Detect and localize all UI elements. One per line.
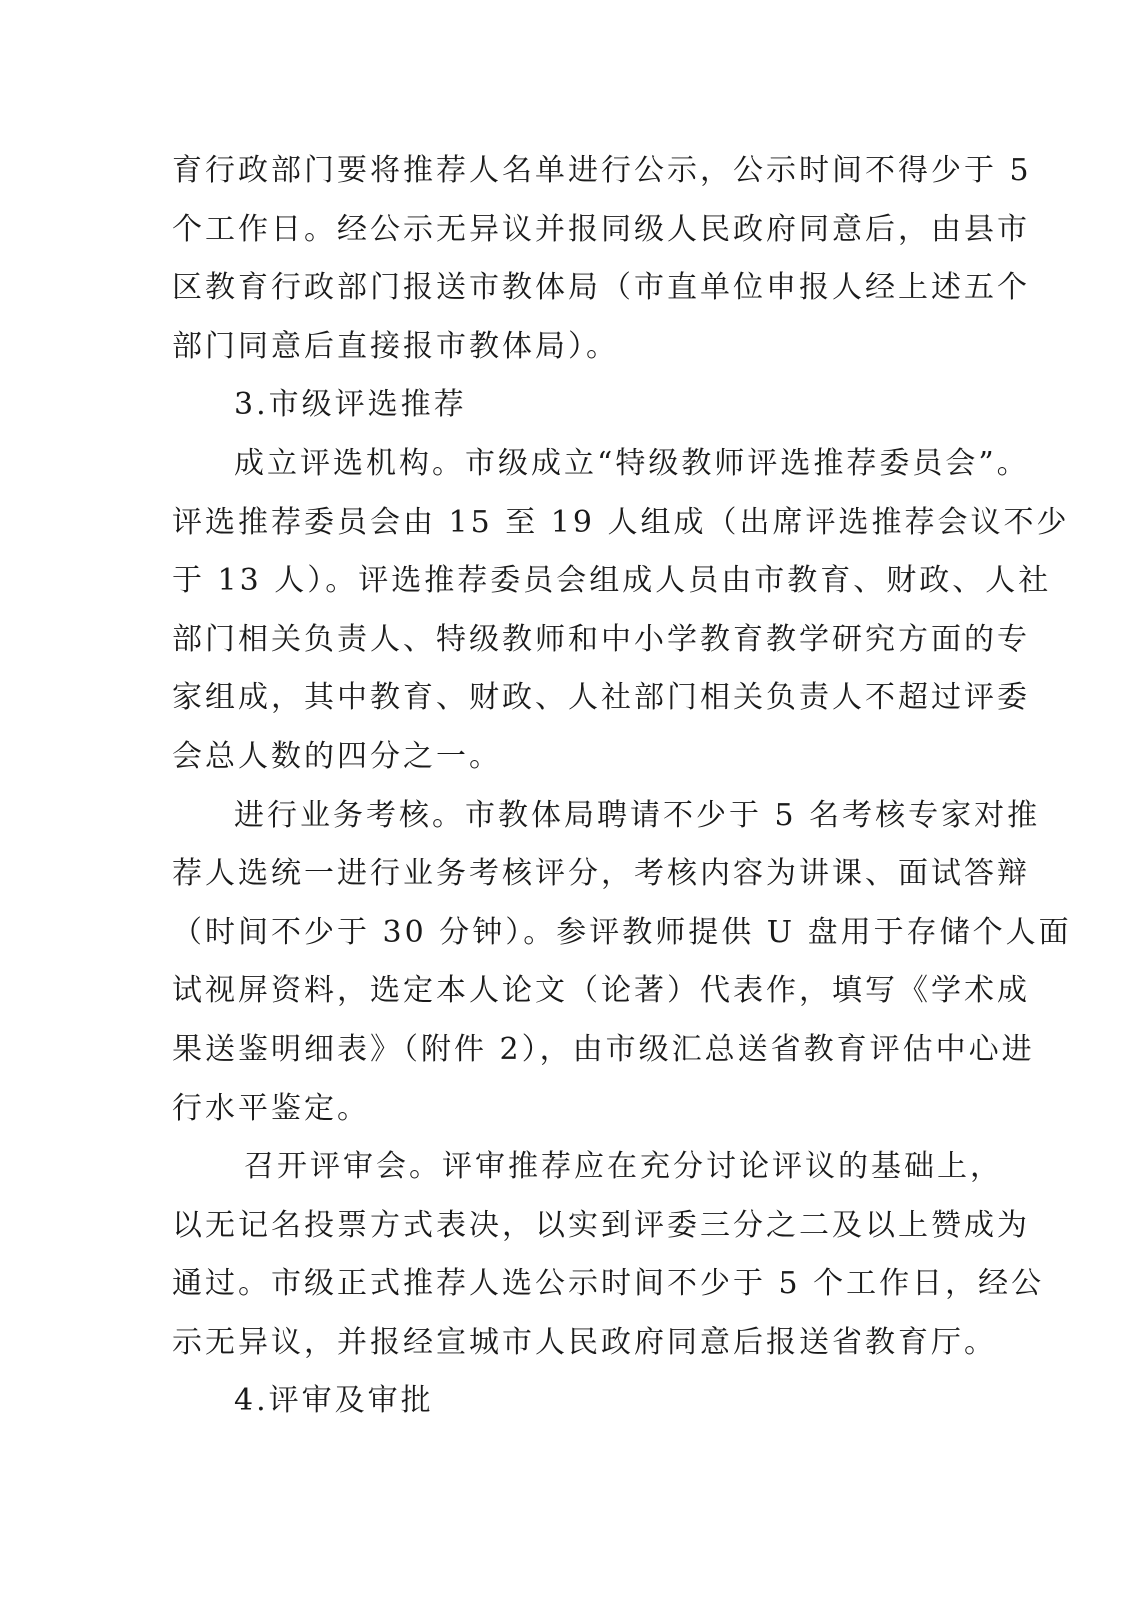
body-text	[172, 142, 1072, 1431]
paragraph-line: 区教育行政部门报送市教体局（市直单位申报人经上述五个	[172, 270, 1030, 306]
paragraph-line: 于 13 人）。评选推荐委员会组成人员由市教育、财政、人社	[172, 563, 1052, 599]
paragraph-line: 示无异议，并报经宣城市人民政府同意后报送省教育厅。	[172, 1324, 997, 1360]
section-heading: 4.评审及审批	[234, 1383, 434, 1419]
paragraph-line: 果送鉴明细表》（附件 2），由市级汇总送省教育评估中心进	[172, 1031, 1035, 1067]
paragraph-line: 成立评选机构。市级成立“特级教师评选推荐委员会”。	[234, 445, 1030, 481]
paragraph-line: 通过。市级正式推荐人选公示时间不少于 5 个工作日，经公	[172, 1266, 1045, 1302]
paragraph-line: 会总人数的四分之一。	[172, 738, 502, 774]
section-heading: 3.市级评选推荐	[234, 387, 467, 423]
paragraph-line: 评选推荐委员会由 15 至 19 人组成（出席评选推荐会议不少	[172, 504, 1070, 540]
paragraph-line: 荐人选统一进行业务考核评分，考核内容为讲课、面试答辩	[172, 856, 1030, 892]
paragraph-line: （时间不少于 30 分钟）。参评教师提供 U 盘用于存储个人面	[172, 914, 1072, 950]
paragraph-line: 进行业务考核。市教体局聘请不少于 5 名考核专家对推	[234, 797, 1041, 833]
paragraph-line: 行水平鉴定。	[172, 1090, 370, 1126]
paragraph-line: 个工作日。经公示无异议并报同级人民政府同意后，由县市	[172, 211, 1030, 247]
paragraph-line: 试视屏资料，选定本人论文（论著）代表作，填写《学术成	[172, 973, 1030, 1009]
paragraph-line: 召开评审会。评审推荐应在充分讨论评议的基础上，	[244, 1149, 1003, 1185]
paragraph-line: 以无记名投票方式表决，以实到评委三分之二及以上赞成为	[172, 1207, 1030, 1243]
paragraph-line: 家组成，其中教育、财政、人社部门相关负责人不超过评委	[172, 680, 1030, 716]
paragraph-line: 育行政部门要将推荐人名单进行公示，公示时间不得少于 5	[172, 153, 1032, 188]
paragraph-line: 部门相关负责人、特级教师和中小学教育教学研究方面的专	[172, 621, 1030, 657]
paragraph-line: 部门同意后直接报市教体局）。	[172, 328, 619, 364]
